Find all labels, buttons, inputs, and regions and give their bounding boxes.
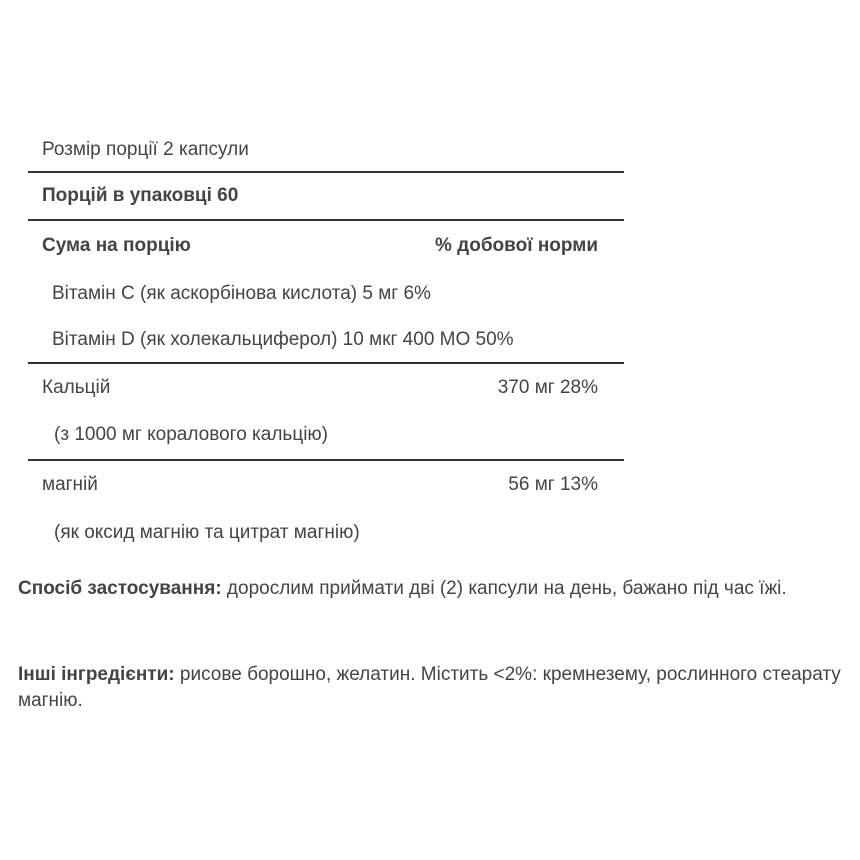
ingredients-label: Інші інгредієнти: [18,664,175,685]
table-header-row [28,221,624,270]
calcium-row [28,364,624,411]
calcium-note-row [28,411,624,461]
servings-per-container-row [28,173,624,221]
serving-size-row [28,128,624,173]
calcium-note: (з 1000 мг коралового кальцію) [54,424,328,445]
magnesium-name: магній [42,473,98,495]
vitamin-c-text: Вітамін C (як аскорбінова кислота) 5 мг 6% [52,282,431,304]
magnesium-note: (як оксид магнію та цитрат магнію) [54,522,360,543]
directions-label: Спосіб застосування: [18,578,222,599]
amount-per-serving-header: Сума на порцію [42,234,191,256]
directions-text: дорослим приймати дві (2) капсули на день, бажано під час їжі. [221,578,787,599]
magnesium-note-row [28,508,624,558]
vitamin-d-row [28,317,624,364]
vitamin-d-text: Вітамін D (як холекальциферол) 10 мкг 400 МО 50% [52,328,514,350]
daily-value-header: % добової норми [434,234,598,256]
vitamin-c-row [28,270,624,317]
servings-per-container-text: Порцій в упаковці 60 [42,185,239,206]
directions-paragraph [18,576,854,602]
supplement-facts-table [28,128,624,558]
ingredients-paragraph [18,662,854,714]
calcium-name: Кальцій [42,376,111,398]
serving-size-text: Розмір порції 2 капсули [42,138,249,160]
ingredients-text: рисове борошно, желатин. Містить <2%: кремнезему, рослинного стеарату магнію. [18,664,841,711]
magnesium-value: 56 мг 13% [508,473,598,495]
calcium-value: 370 мг 28% [497,376,598,398]
magnesium-row [28,461,624,508]
